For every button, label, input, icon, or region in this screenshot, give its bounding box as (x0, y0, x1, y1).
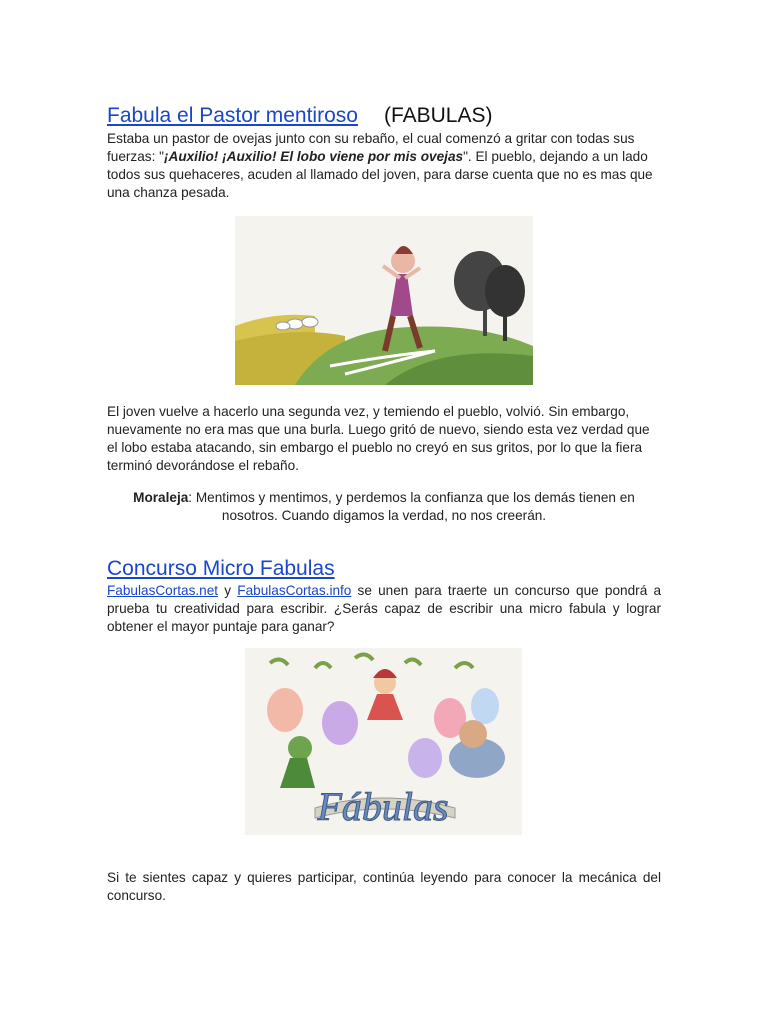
fabulascortas-info-link[interactable]: FabulasCortas.info (237, 583, 352, 598)
paragraph-text: Estaba un pastor de ovejas junto con su rebaño, el cual comenzó a gritar con todas sus fuerzas: " (107, 131, 635, 164)
connector-text: y (218, 583, 238, 598)
fabulas-illustration (245, 648, 522, 835)
article-paragraph-4: Si te sientes capaz y quieres participar, continúa leyendo para conocer la mecánica del concurso. (107, 870, 661, 903)
paragraph-text: se unen para traerte un concurso que pondrá a prueba tu creatividad para escribir. ¿Serás capaz de escribir una micro fabula y lograr obtener el mayor puntaje para ganar? (107, 583, 661, 634)
quoted-cry: ¡Auxilio! ¡Auxilio! El lobo viene por mis ovejas (163, 149, 464, 164)
moral-text: : Mentimos y mentimos, y perdemos la confianza que los demás tienen en nosotros. Cuando digamos la verdad, no nos creerán. (188, 490, 635, 523)
fabulas-image-title: Fábulas (317, 784, 449, 829)
shepherd-illustration (235, 216, 533, 385)
paragraph-text: ". El pueblo, dejando a un lado todos sus quehaceres, acuden al llamado del joven, para darse cuenta que no es mas que una chanza pesada. (107, 149, 653, 200)
moral-label: Moraleja (133, 490, 189, 505)
article-paragraph-3 (107, 582, 661, 636)
article-category-tag: (FABULAS) (383, 104, 493, 127)
moral-paragraph (107, 489, 661, 525)
fabulascortas-net-link[interactable]: FabulasCortas.net (107, 583, 219, 598)
article-paragraph-1 (107, 130, 661, 202)
article-title-link[interactable]: Fabula el Pastor mentiroso (107, 104, 358, 127)
section-title-link[interactable]: Concurso Micro Fabulas (107, 557, 335, 580)
article-title-row (107, 102, 493, 130)
article-paragraph-2: El joven vuelve a hacerlo una segunda vez, y temiendo el pueblo, volvió. Sin embargo, nuevamente no era mas que una burla. Luego gritó de nuevo, siendo esta vez verdad que el lobo estaba atacando, sin embargo el pueblo no creyó en sus gritos, por lo que la fiera terminó devorándose el rebaño. (107, 404, 650, 473)
